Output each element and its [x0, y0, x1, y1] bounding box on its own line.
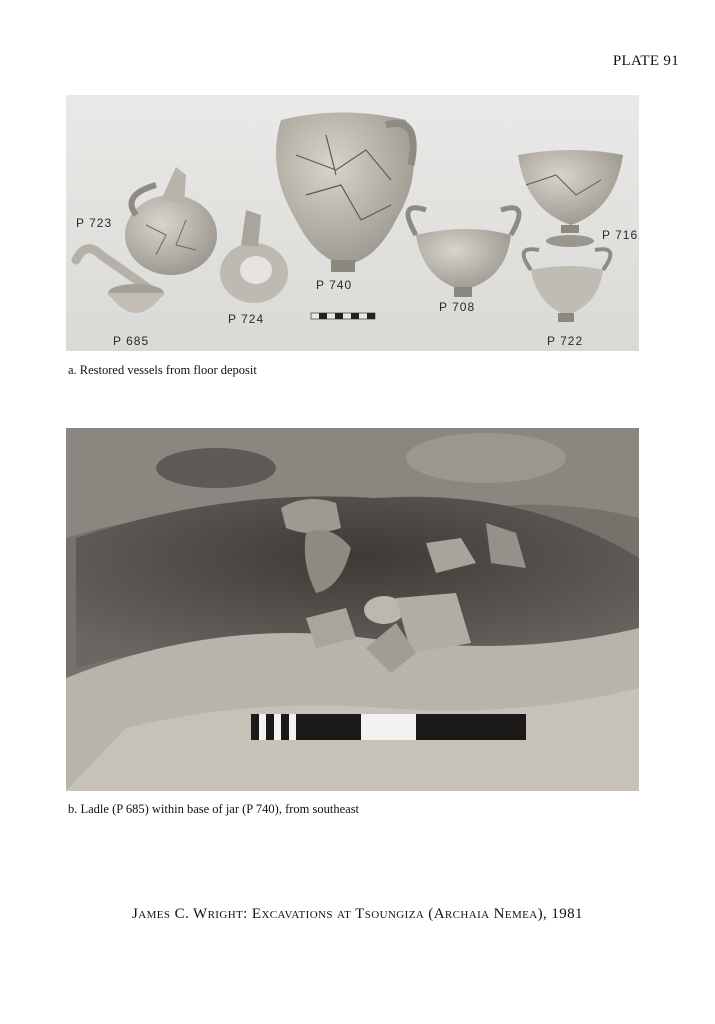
excavation-illustration — [66, 428, 639, 791]
label-p724: P 724 — [228, 312, 265, 326]
label-p708: P 708 — [439, 300, 476, 314]
plate-number: PLATE 91 — [612, 53, 679, 69]
label-p685: P 685 — [113, 334, 150, 348]
vessels-illustration — [66, 95, 639, 351]
label-p722: P 722 — [547, 334, 584, 348]
excavation-photo — [66, 428, 639, 791]
caption-b: b. Ladle (P 685) within base of jar (P 740), from southeast — [68, 802, 360, 816]
label-p740: P 740 — [316, 278, 353, 292]
measuring-pole — [251, 714, 526, 740]
scale-bar-a — [311, 313, 375, 319]
label-p716: P 716 — [602, 228, 639, 242]
running-footer: James C. Wright: Excavations at Tsoungiza (Archaia Nemea), 1981 — [132, 906, 583, 922]
label-p723: P 723 — [76, 216, 113, 230]
vessels-photo — [66, 95, 639, 351]
caption-a: a. Restored vessels from floor deposit — [68, 363, 257, 377]
